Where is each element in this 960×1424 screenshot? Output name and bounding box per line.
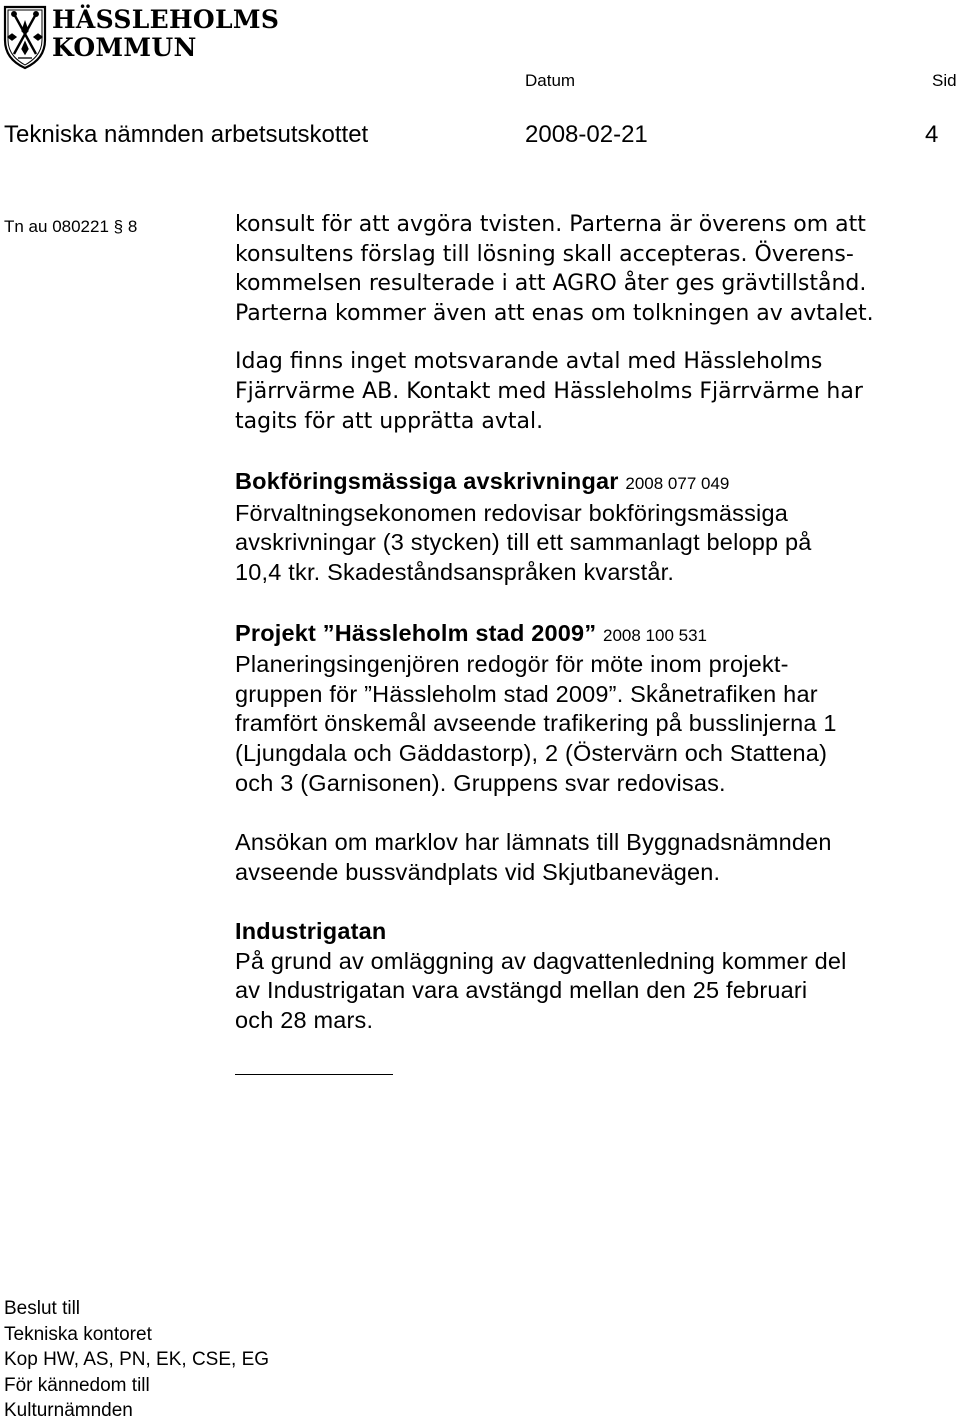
section-heading-industrigatan: Industrigatan [235, 918, 387, 945]
municipal-crest-logo [2, 4, 48, 70]
section-heading-line [235, 467, 957, 499]
text-line: Fjärrvärme AB. Kontakt med Hässleholms Fjärrvärme har [235, 378, 863, 404]
text-line: avseende bussvändplats vid Skjutbanevägen. [235, 858, 721, 885]
section-heading-project: Projekt ”Hässleholm stad 2009” [235, 619, 597, 646]
text-line: framfört önskemål avseende trafikering på busslinjerna 1 [235, 710, 837, 737]
date-label: Datum [525, 71, 576, 90]
text-line: Parterna kommer även att enas om tolkningen av avtalet. [235, 300, 874, 326]
section-end-rule [235, 1074, 393, 1075]
text-line: (Ljungdala och Gäddastorp), 2 (Östervärn och Stattena) [235, 739, 828, 766]
page-label: Sid [932, 71, 957, 90]
logo-line-1: HÄSSLEHOLMS [52, 5, 280, 34]
minutes-body [235, 210, 957, 1036]
text-line: konsult för att avgöra tvisten. Parterna är överens om att [235, 212, 866, 237]
distribution-list [4, 1296, 269, 1424]
distribution-line: Tekniska kontoret [4, 1323, 152, 1345]
page-number: 4 [925, 121, 939, 148]
distribution-line: Kulturnämnden [4, 1400, 133, 1421]
section-heading-accounting: Bokföringsmässiga avskrivningar [235, 468, 619, 495]
text-line: Planeringsingenjören redogör för möte inom projekt- [235, 651, 789, 678]
text-line: Idag finns inget motsvarande avtal med Hässleholms [235, 349, 823, 375]
distribution-line: Kop HW, AS, PN, EK, CSE, EG [4, 1349, 270, 1370]
case-number: 2008 100 531 [603, 625, 707, 645]
text-line: På grund av omläggning av dagvattenledning kommer del [235, 947, 847, 974]
distribution-line: För kännedom till [4, 1374, 150, 1396]
section-heading-line [235, 619, 957, 651]
paragraph-reference: Tn au 080221 § 8 [4, 217, 138, 236]
committee-name: Tekniska nämnden arbetsutskottet [4, 121, 369, 148]
text-line: 10,4 tkr. Skadeståndsanspråken kvarstår. [235, 558, 675, 585]
case-number: 2008 077 049 [625, 474, 730, 494]
meeting-date: 2008-02-21 [525, 121, 648, 148]
distribution-line: Beslut till [4, 1298, 81, 1319]
text-line: Förvaltningsekonomen redovisar bokföringsmässiga [235, 499, 788, 526]
text-line: och 3 (Garnisonen). Gruppens svar redovisas. [235, 769, 726, 796]
logo-wordmark [52, 6, 279, 62]
text-line: konsultens förslag till lösning skall accepteras. Överens- [235, 241, 854, 267]
text-line: avskrivningar (3 stycken) till ett sammanlagt belopp på [235, 529, 812, 556]
text-line: tagits för att upprätta avtal. [235, 408, 544, 434]
text-line: kommelsen resulterade i att AGRO åter ges grävtillstånd. [235, 271, 867, 297]
text-line: gruppen för ”Hässleholm stad 2009”. Skånetrafiken har [235, 680, 818, 707]
text-line: av Industrigatan vara avstängd mellan den 25 februari [235, 977, 808, 1004]
text-line: och 28 mars. [235, 1007, 374, 1034]
logo-line-2: KOMMUN [52, 33, 197, 62]
text-line: Ansökan om marklov har lämnats till Byggnadsnämnden [235, 829, 832, 856]
